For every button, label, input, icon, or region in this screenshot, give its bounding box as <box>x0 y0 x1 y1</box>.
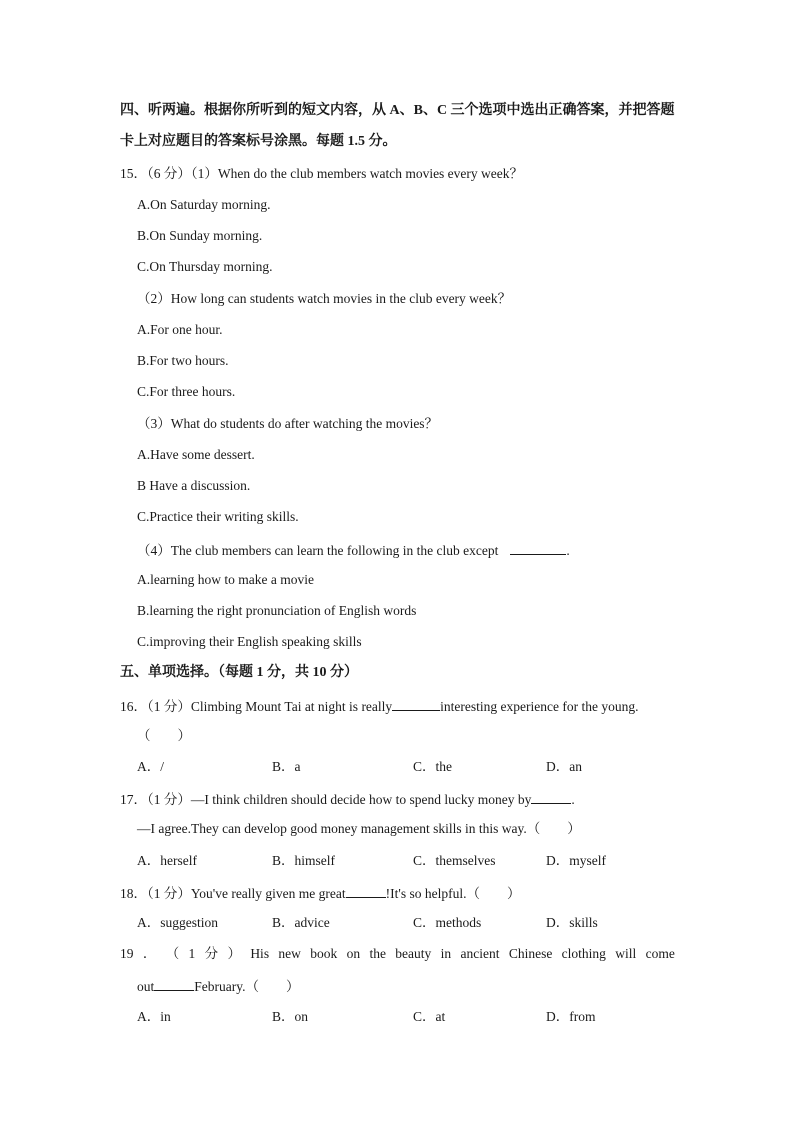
q19-stem-word: new <box>278 946 301 961</box>
q19-line2-before: out <box>137 979 155 994</box>
q16-option-c: C．the <box>413 759 452 774</box>
q19-stem-word: clothing <box>561 946 606 961</box>
answer-blank <box>346 883 386 898</box>
q19-stem-word: 19 <box>120 946 134 961</box>
q15-2-option-a: A.For one hour. <box>137 322 223 337</box>
q19-stem-word: ancient <box>460 946 500 961</box>
answer-blank <box>392 696 440 711</box>
q19-stem-word: His <box>250 946 270 961</box>
q19-stem-word: will <box>615 946 637 961</box>
q19-option-a: A．in <box>137 1009 171 1024</box>
q15-4-stem: （4）The club members can learn the following in the club except <box>137 543 499 558</box>
question-19-stem-line-1 <box>120 945 675 963</box>
q18-stem-after: !It's so helpful.（ ） <box>385 886 521 901</box>
q19-stem-word: Chinese <box>508 946 553 961</box>
q15-1-option-a: A.On Saturday morning. <box>137 197 271 212</box>
q15-1-option-b: B.On Sunday morning. <box>137 228 263 243</box>
q19-stem-word: on <box>346 946 361 961</box>
q15-3-stem: （3）What do students do after watching the movies？ <box>137 416 439 431</box>
q17-option-c: C．themselves <box>413 853 496 868</box>
section-4-heading-line-1: 四、听两遍。根据你所听到的短文内容，从 A、B、C 三个选项中选出正确答案，并把答题 <box>120 103 675 118</box>
q19-stem-word: ． <box>142 946 157 961</box>
q18-option-c: C．methods <box>413 915 482 930</box>
q19-line2-after: February.（ ） <box>194 979 300 994</box>
q19-stem-word: come <box>645 946 675 961</box>
q19-stem-word: beauty <box>395 946 432 961</box>
section-4-heading-line-2: 卡上对应题目的答案标号涂黑。每题 1.5 分。 <box>120 134 397 149</box>
q15-1-option-c: C.On Thursday morning. <box>137 259 273 274</box>
question-18-stem <box>120 883 520 903</box>
q15-4-stem-end: . <box>566 543 570 558</box>
q18-option-a: A．suggestion <box>137 915 218 930</box>
answer-blank <box>510 540 566 555</box>
q19-stem-word: （ <box>165 946 180 961</box>
q19-stem-word: book <box>310 946 338 961</box>
q19-option-c: C．at <box>413 1009 446 1024</box>
q19-stem-word: 1 <box>188 946 196 961</box>
q17-option-a: A．herself <box>137 853 197 868</box>
q19-stem-word: 分 <box>204 946 219 961</box>
q15-4-option-c: C.improving their English speaking skills <box>137 634 362 649</box>
q17-stem-before: 17．（1 分）—I think children should decide how to spend lucky money by <box>120 792 532 807</box>
question-17-stem <box>120 789 575 809</box>
q15-3-option-c: C.Practice their writing skills. <box>137 509 299 524</box>
answer-blank <box>531 789 571 804</box>
question-19-stem-line-2 <box>137 976 300 996</box>
q15-2-option-c: C.For three hours. <box>137 384 236 399</box>
q19-option-d: D．from <box>546 1009 596 1024</box>
q17-stem-after: . <box>571 792 575 807</box>
question-15-stem: 15．（6 分）（1）When do the club members watch movies every week？ <box>120 166 524 181</box>
q15-4-stem-line <box>137 540 570 560</box>
q19-option-b: B．on <box>272 1009 309 1024</box>
q19-stem-word: the <box>369 946 386 961</box>
q15-4-option-b: B.learning the right pronunciation of English words <box>137 603 417 618</box>
q18-option-b: B．advice <box>272 915 330 930</box>
q16-option-b: B．a <box>272 759 301 774</box>
q16-option-d: D．an <box>546 759 582 774</box>
q15-3-option-a: A.Have some dessert. <box>137 447 255 462</box>
q16-answer-paren: （ ） <box>137 728 191 743</box>
q18-option-d: D．skills <box>546 915 598 930</box>
q17-line-2: —I agree.They can develop good money management skills in this way.（ ） <box>137 821 581 836</box>
question-16-stem <box>120 696 638 716</box>
q19-stem-word: in <box>440 946 452 961</box>
q16-option-a: A．/ <box>137 759 164 774</box>
q19-stem-word: ） <box>227 946 241 961</box>
q18-stem-before: 18．（1 分）You've really given me great <box>120 886 346 901</box>
q15-2-stem: （2）How long can students watch movies in the club every week？ <box>137 291 512 306</box>
q15-4-option-a: A.learning how to make a movie <box>137 572 314 587</box>
q15-2-option-b: B.For two hours. <box>137 353 229 368</box>
q17-option-b: B．himself <box>272 853 335 868</box>
section-5-heading: 五、单项选择。（每题 1 分，共 10 分） <box>120 665 358 680</box>
q16-stem-after: interesting experience for the young. <box>440 699 639 714</box>
answer-blank <box>154 976 194 991</box>
q16-stem-before: 16．（1 分）Climbing Mount Tai at night is really <box>120 699 393 714</box>
q17-option-d: D．myself <box>546 853 606 868</box>
q15-3-option-b: B Have a discussion. <box>137 478 251 493</box>
